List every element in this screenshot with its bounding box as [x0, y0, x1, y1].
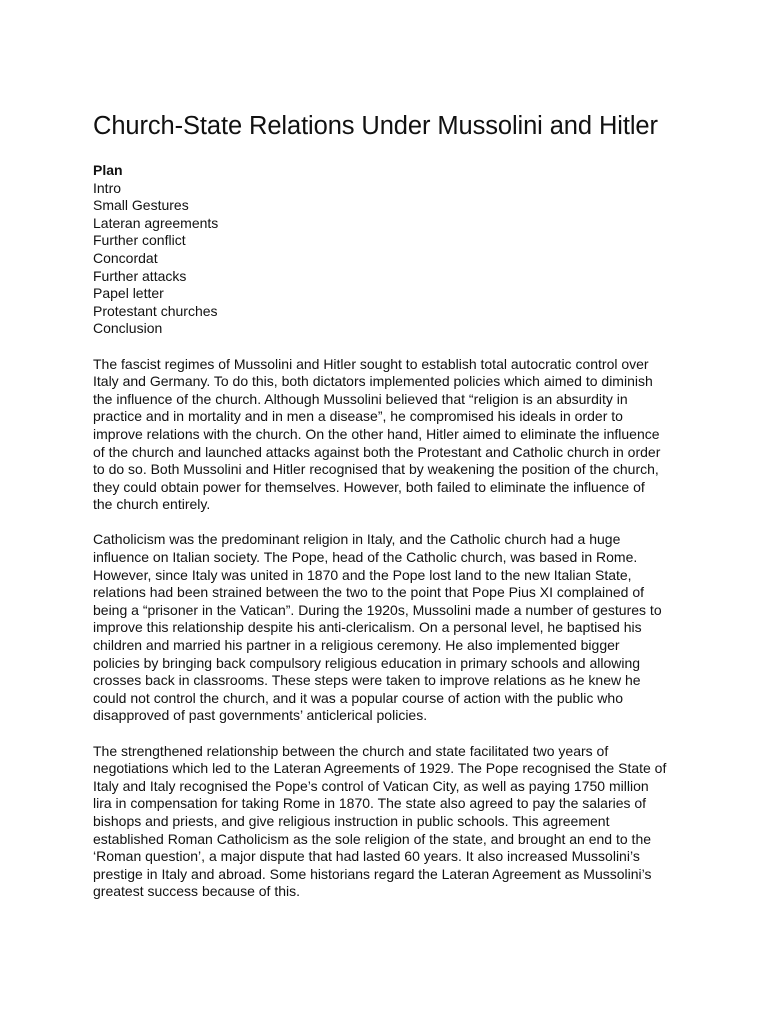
paragraph-small-gestures — [93, 531, 693, 725]
plan-item: Conclusion — [93, 320, 163, 337]
text-line: greatest success because of this. — [93, 883, 300, 900]
body-text — [93, 356, 693, 901]
text-line: ‘Roman question’, a major dispute that had lasted 60 years. It also increased Mussolini’s — [93, 848, 640, 865]
text-line: negotiations which led to the Lateran Agreements of 1929. The Pope recognised the State of — [93, 760, 667, 777]
document-page — [93, 110, 693, 901]
paragraph-lateran-agreements — [93, 743, 693, 901]
plan-item: Lateran agreements — [93, 214, 219, 231]
plan-item: Further conflict — [93, 232, 186, 249]
text-line: the influence of the church. Although Mussolini believed that “religion is an absurdity in — [93, 390, 628, 407]
text-line: being a “prisoner in the Vatican”. During the 1920s, Mussolini made a number of gestures to — [93, 601, 662, 618]
text-line: influence on Italian society. The Pope, head of the Catholic church, was based in Rome. — [93, 549, 638, 566]
plan-list — [93, 180, 693, 338]
text-line: of the church and launched attacks against both the Protestant and Catholic church in order — [93, 443, 661, 460]
text-line: to do so. Both Mussolini and Hitler recognised that by weakening the position of the church, — [93, 461, 659, 478]
text-line: Italy and Italy recognised the Pope’s control of Vatican City, as well as paying 1750 million — [93, 777, 649, 794]
text-line: relations had been strained between the two to the point that Pope Pius XI complained of — [93, 584, 645, 601]
text-line: the church entirely. — [93, 496, 211, 513]
text-line: children and married his partner in a religious ceremony. He also implemented bigger — [93, 637, 620, 654]
plan-item: Concordat — [93, 249, 158, 266]
paragraph-intro — [93, 356, 693, 514]
text-line: However, since Italy was united in 1870 and the Pope lost land to the new Italian State, — [93, 566, 632, 583]
text-line: crosses back in classrooms. These steps were taken to improve relations as he knew he — [93, 672, 641, 689]
plan-heading: Plan — [93, 162, 123, 178]
text-line: The strengthened relationship between the church and state facilitated two years of — [93, 742, 609, 759]
text-line: disapproved of past governments’ anticlerical policies. — [93, 707, 428, 724]
text-line: practice and in mortality and in men a disease”, he compromised his ideals in order to — [93, 408, 623, 425]
plan-item: Small Gestures — [93, 197, 189, 214]
text-line: Italy and Germany. To do this, both dictators implemented policies which aimed to diminish — [93, 373, 653, 390]
text-line: improve this relationship despite his anti-clericalism. On a personal level, he baptised his — [93, 619, 642, 636]
document-title: Church-State Relations Under Mussolini and Hitler — [93, 112, 658, 140]
plan-section — [93, 162, 693, 338]
plan-item: Papel letter — [93, 285, 164, 302]
plan-item: Protestant churches — [93, 302, 218, 319]
plan-item: Further attacks — [93, 267, 187, 284]
text-line: The fascist regimes of Mussolini and Hitler sought to establish total autocratic control over — [93, 355, 649, 372]
text-line: bishops and priests, and give religious instruction in public schools. This agreement — [93, 812, 610, 829]
text-line: improve relations with the church. On the other hand, Hitler aimed to eliminate the influence — [93, 425, 660, 442]
text-line: lira in compensation for taking Rome in 1870. The state also agreed to pay the salaries of — [93, 795, 647, 812]
text-line: could not control the church, and it was a popular course of action with the public who — [93, 689, 623, 706]
text-line: established Roman Catholicism as the sole religion of the state, and brought an end to the — [93, 830, 652, 847]
text-line: they could obtain power for themselves. However, both failed to eliminate the influence of — [93, 478, 645, 495]
text-line: prestige in Italy and abroad. Some historians regard the Lateran Agreement as Mussolini’s — [93, 865, 652, 882]
plan-item: Intro — [93, 179, 122, 196]
text-line: Catholicism was the predominant religion in Italy, and the Catholic church had a huge — [93, 531, 621, 548]
text-line: policies by bringing back compulsory religious education in primary schools and allowing — [93, 654, 641, 671]
